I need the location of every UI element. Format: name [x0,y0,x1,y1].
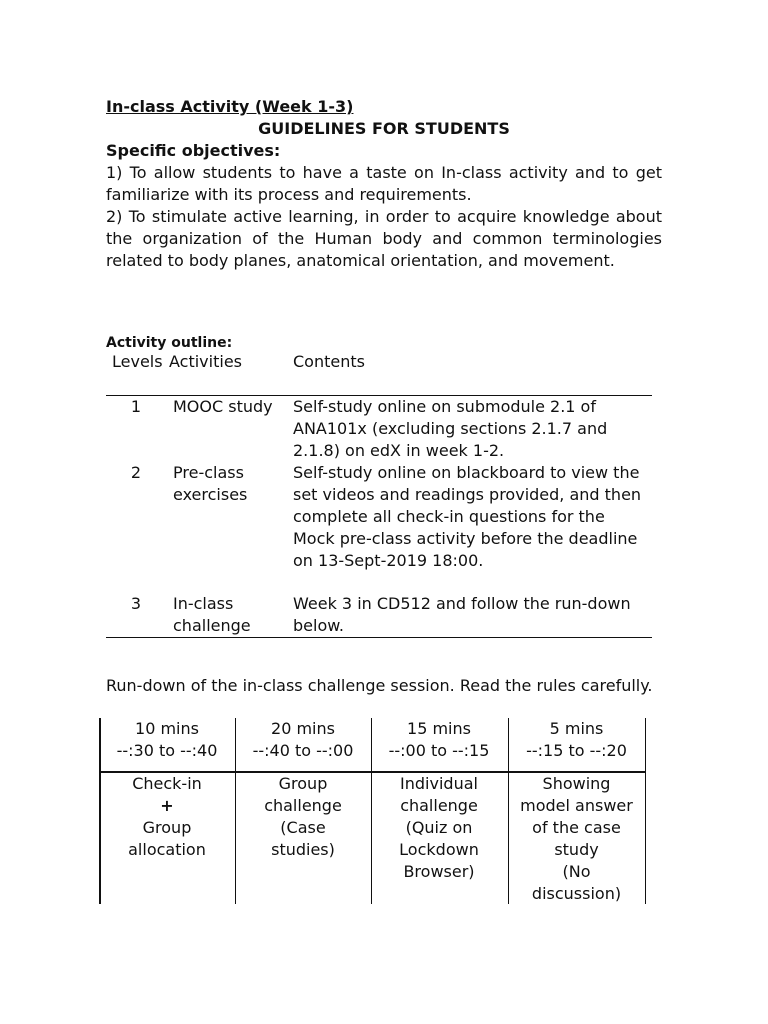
content-cell: Week 3 in CD512 and follow the run-down below. [293,594,631,635]
table-bottom-rule [106,637,652,638]
activity-cell: MOOC study [173,397,273,416]
page-subtitle: GUIDELINES FOR STUDENTS [258,119,510,138]
time-slot-cell [235,718,371,762]
activity-line: Lockdown [399,840,479,859]
activity-line: allocation [128,840,206,859]
activity-line: Check-in [132,774,202,793]
activity-cell: In-class challenge [173,594,251,635]
activity-line: + [160,796,174,815]
content-cell: Self-study online on blackboard to view the set videos and readings provided, and then complete all check-in questions for the Mock pre-class activity before the deadline on 13-Sept-2019 18:00. [293,463,642,570]
slot-duration: 5 mins [549,719,604,738]
level-cell: 2 [130,463,142,482]
slot-time-range: --:30 to --:40 [116,741,218,760]
time-slot-cell [508,718,645,762]
activity-line: of the case [532,818,621,837]
slot-activity-cell [371,773,507,883]
activity-line: Showing [542,774,611,793]
content-cell: Self-study online on submodule 2.1 of ANA101x (excluding sections 2.1.7 and 2.1.8) on edX in week 1-2. [293,397,608,460]
time-slot-cell [371,718,507,762]
activity-line: discussion) [531,884,622,903]
column-header-levels: Levels [112,352,163,371]
activity-line: Individual [400,774,478,793]
activity-line: studies) [271,840,335,859]
activity-line: (Case [280,818,326,837]
activity-line: Group [278,774,328,793]
rundown-intro: Run-down of the in-class challenge session. Read the rules carefully. [106,676,653,695]
objective-item: 2) To stimulate active learning, in order to acquire knowledge about the organization of the Human body and common terminologies related to body planes, anatomical orientation, and movement. [106,207,662,270]
rundown-schedule-table [99,718,646,904]
time-slot-cell [99,718,235,762]
column-header-activities: Activities [169,352,242,371]
objectives-heading: Specific objectives: [106,141,281,160]
activity-cell: Pre-class exercises [173,463,248,504]
slot-duration: 15 mins [407,719,471,738]
slot-activity-cell [99,773,235,861]
slot-duration: 10 mins [135,719,199,738]
slot-duration: 20 mins [271,719,335,738]
activity-line: Group [142,818,192,837]
activity-line: challenge [264,796,342,815]
activity-line: study [554,840,599,859]
level-cell: 3 [130,594,142,613]
activity-line: challenge [400,796,478,815]
column-header-contents: Contents [293,352,365,371]
slot-activity-cell [235,773,371,861]
slot-time-range: --:00 to --:15 [388,741,490,760]
activity-line: Browser) [403,862,475,881]
activity-line: (Quiz on [405,818,473,837]
activity-line: (No [562,862,591,881]
page-title: In-class Activity (Week 1-3) [106,97,354,116]
slot-time-range: --:15 to --:20 [526,741,627,760]
slot-activity-cell [508,773,645,905]
activity-line: model answer [520,796,633,815]
level-cell: 1 [130,397,142,416]
slot-time-range: --:40 to --:00 [252,741,354,760]
table-border [645,718,646,904]
objective-item: 1) To allow students to have a taste on In-class activity and to get familiarize with its process and requirements. [106,163,662,204]
activity-outline-label: Activity outline: [106,335,233,351]
